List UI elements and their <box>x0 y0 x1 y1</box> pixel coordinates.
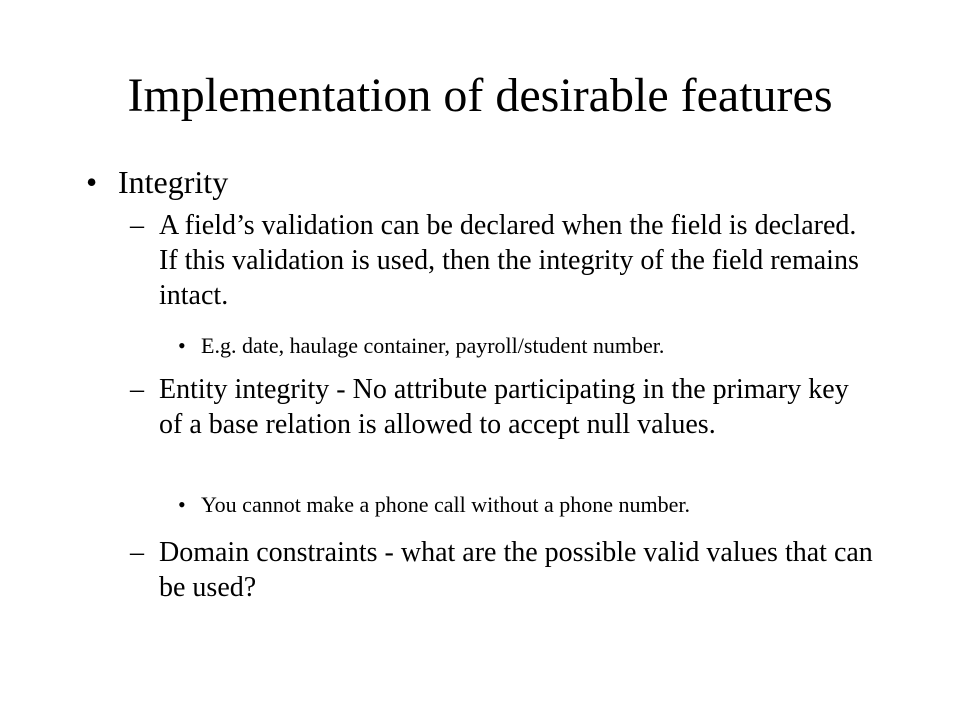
subitem-validation-example: E.g. date, haulage container, payroll/student number. <box>201 333 665 358</box>
slide-title: Implementation of desirable features <box>127 69 833 122</box>
bullet-glyph: • <box>86 164 98 200</box>
subitem-domain-constraints: Domain constraints - what are the possible valid values that can be used? <box>159 537 873 603</box>
bullet-glyph: • <box>178 492 186 517</box>
dash-glyph: – <box>130 537 144 568</box>
dash-glyph: – <box>130 374 144 405</box>
subitem-entity-integrity: Entity integrity - No attribute participating in the primary key of a base relation is allowed to accept null values. <box>159 374 849 440</box>
subitem-entity-example: You cannot make a phone call without a phone number. <box>201 492 690 517</box>
bullet-glyph: • <box>178 333 186 358</box>
dash-glyph: – <box>130 210 144 241</box>
bullet-integrity: Integrity <box>118 164 229 200</box>
subitem-validation: A field’s validation can be declared when the field is declared. If this validation is used, then the integrity of the field remains intact. <box>159 210 859 311</box>
